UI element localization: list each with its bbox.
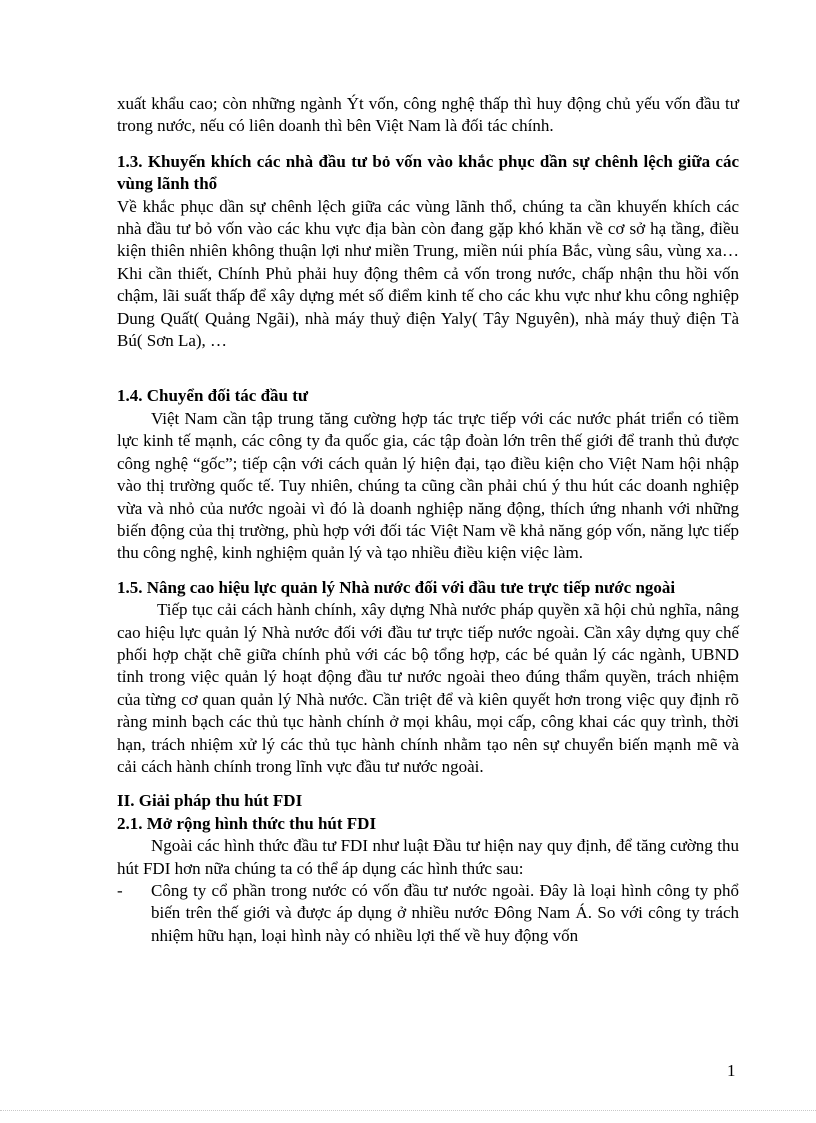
section-1-3-heading: 1.3. Khuyến khích các nhà đầu tư bỏ vốn vào khắc phục dần sự chênh lệch giữa các vùng lãnh thổ <box>117 151 739 194</box>
page-footer-divider <box>0 1110 816 1111</box>
bullet-text: Công ty cổ phần trong nước có vốn đầu tư nước ngoài. Đây là loại hình công ty phổ biến trên thế giới và được áp dụng ở nhiều nước Đông Nam Á. So với công ty trách nhiệm hữu hạn, loại hình này có nhiều lợi thế về huy động vốn <box>151 881 739 945</box>
document-page <box>117 93 739 947</box>
section-2-1-body: Ngoài các hình thức đầu tư FDI như luật Đầu tư hiện nay quy định, để tăng cường thu hút FDI hơn nữa chúng ta có thể áp dụng các hình thức sau: <box>117 836 739 878</box>
section-2-heading: II. Giải pháp thu hút FDI <box>117 791 303 811</box>
section-1-4-body: Việt Nam cần tập trung tăng cường hợp tác trực tiếp với các nước phát triển có tiềm lực kinh tế mạnh, các công ty đa quốc gia, các tập đoàn lớn trên thế giới để tranh thủ được công nghệ “gốc”; tiếp cận với cách quản lý hiện đại, tạo điều kiện cho Việt Nam hội nhập vào thị trường quốc tế. Tuy nhiên, chúng ta cũng cần phải chú ý thu hút các doanh nghiệp vừa và nhỏ của nước ngoài vì đó là doanh nghiệp năng động, thích ứng nhanh với những biến động của thị trường, phù hợp với đối tác Việt Nam về khả năng góp vốn, năng lực tiếp thu công nghệ, kinh nghiệm quản lý và tạo nhiều điều kiện việc làm. <box>117 408 739 563</box>
section-1-5-body: Tiếp tục cải cách hành chính, xây dựng Nhà nước pháp quyền xã hội chủ nghĩa, nâng cao hiệu lực quản lý Nhà nước đối với đầu tư trực tiếp nước ngoài. Cần xây dựng quy chế phối hợp chặt chẽ giữa chính phủ với các bộ tổng hợp, các bé quản lý các ngành, UBND tỉnh trong việc quản lý hoạt động đầu tư nước ngoài theo đúng thẩm quyền, trách nhiệm của từng cơ quan quản lý Nhà nước. Cần triệt để và kiên quyết hơn trong việc quy định rõ ràng minh bạch các thủ tục hành chính ở mọi khâu, mọi cấp, công khai các quy trình, thời hạn, trách nhiệm xử lý các thủ tục hành chính nhằm tạo nên sự chuyển biến mạnh mẽ và cải cách hành chính trong lĩnh vực đầu tư nước ngoài. <box>117 600 739 776</box>
section-1-5-heading: 1.5. Nâng cao hiệu lực quản lý Nhà nước đối với đầu tưe trực tiếp nước ngoài <box>117 577 676 597</box>
intro-paragraph: xuất khẩu cao; còn những ngành Ýt vốn, công nghệ thấp thì huy động chủ yếu vốn đầu tư trong nước, nếu có liên doanh thì bên Việt Nam là đối tác chính. <box>117 94 739 136</box>
page-number: 1 <box>727 1061 736 1080</box>
section-1-3-body: Về khắc phục dần sự chênh lệch giữa các vùng lãnh thổ, chúng ta cần khuyến khích các nhà đầu tư bỏ vốn vào các khu vực địa bàn còn đang gặp khó khăn về cơ sở hạ tầng, điều kiện thiên nhiên không thuận lợi như miền Trung, miền núi phía Bắc, vùng sâu, vùng xa… Khi cần thiết, Chính Phủ phải huy động thêm cả vốn trong nước, chấp nhận thu hồi vốn chậm, lãi suất thấp để xây dựng mét số điểm kinh tế cho các khu vực như khu công nghiệp Dung Quất( Quảng Ngãi), nhà máy thuỷ điện Yaly( Tây Nguyên), nhà máy thuỷ điện Tà Bú( Sơn La), … <box>117 196 739 351</box>
section-2-1-heading: 2.1. Mở rộng hình thức thu hút FDI <box>117 813 377 833</box>
section-1-4-heading: 1.4. Chuyển đối tác đầu tư <box>117 386 309 406</box>
list-item <box>117 880 739 947</box>
bullet-marker: - <box>117 881 123 900</box>
